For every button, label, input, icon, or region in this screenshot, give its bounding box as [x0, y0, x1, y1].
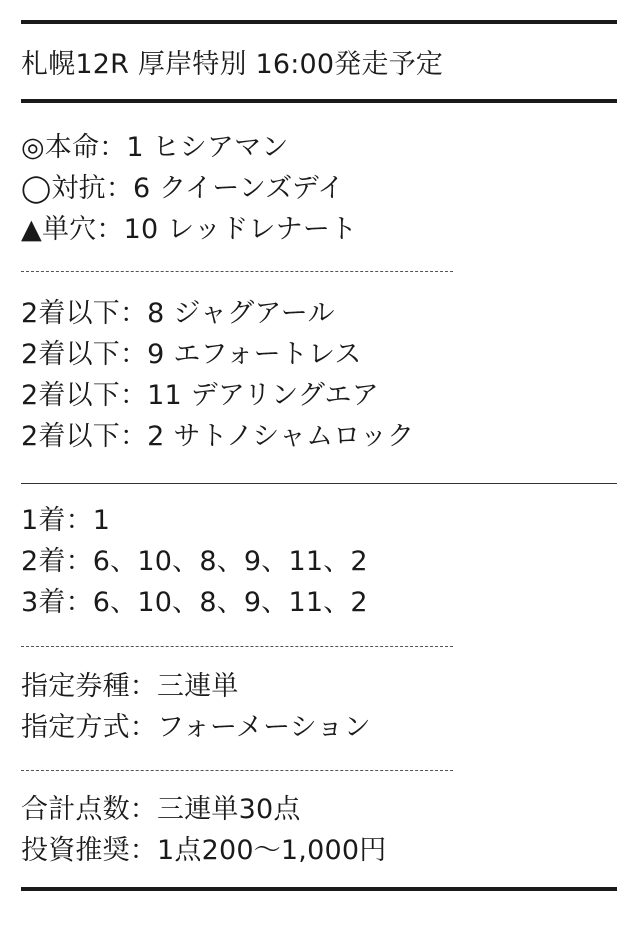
- other-horse-1: 2着以下：8 ジャグアール: [21, 298, 335, 329]
- other-horse-2: 2着以下：9 エフォートレス: [21, 339, 362, 370]
- formation-first: 1着：1: [21, 505, 111, 536]
- top-rule: [21, 20, 617, 24]
- bet-method: 指定方式：フォーメーション: [21, 712, 371, 743]
- others-rule: [21, 483, 617, 484]
- formation-second: 2着：6、10、8、9、11、2: [21, 546, 368, 577]
- other-horse-3: 2着以下：11 デアリングエア: [21, 380, 379, 411]
- pick-honmei: ◎本命：1 ヒシアマン: [21, 132, 289, 163]
- pick-taikou: ◯対抗：6 クイーンズデイ: [21, 173, 345, 204]
- picks-divider: [21, 271, 453, 272]
- bet-divider: [21, 770, 453, 771]
- other-horse-4: 2着以下：2 サトノシャムロック: [21, 421, 415, 452]
- title-rule: [21, 99, 617, 103]
- pick-tanana: ▲単穴：10 レッドレナート: [21, 214, 358, 245]
- total-points: 合計点数：三連単30点: [21, 794, 301, 825]
- bottom-rule: [21, 887, 617, 891]
- stake-recommendation: 投資推奨：1点200〜1,000円: [21, 835, 387, 866]
- race-title: 札幌12R 厚岸特別 16:00発走予定: [21, 49, 444, 80]
- formation-third: 3着：6、10、8、9、11、2: [21, 587, 368, 618]
- formation-divider: [21, 646, 453, 647]
- bet-type: 指定券種：三連単: [21, 671, 239, 702]
